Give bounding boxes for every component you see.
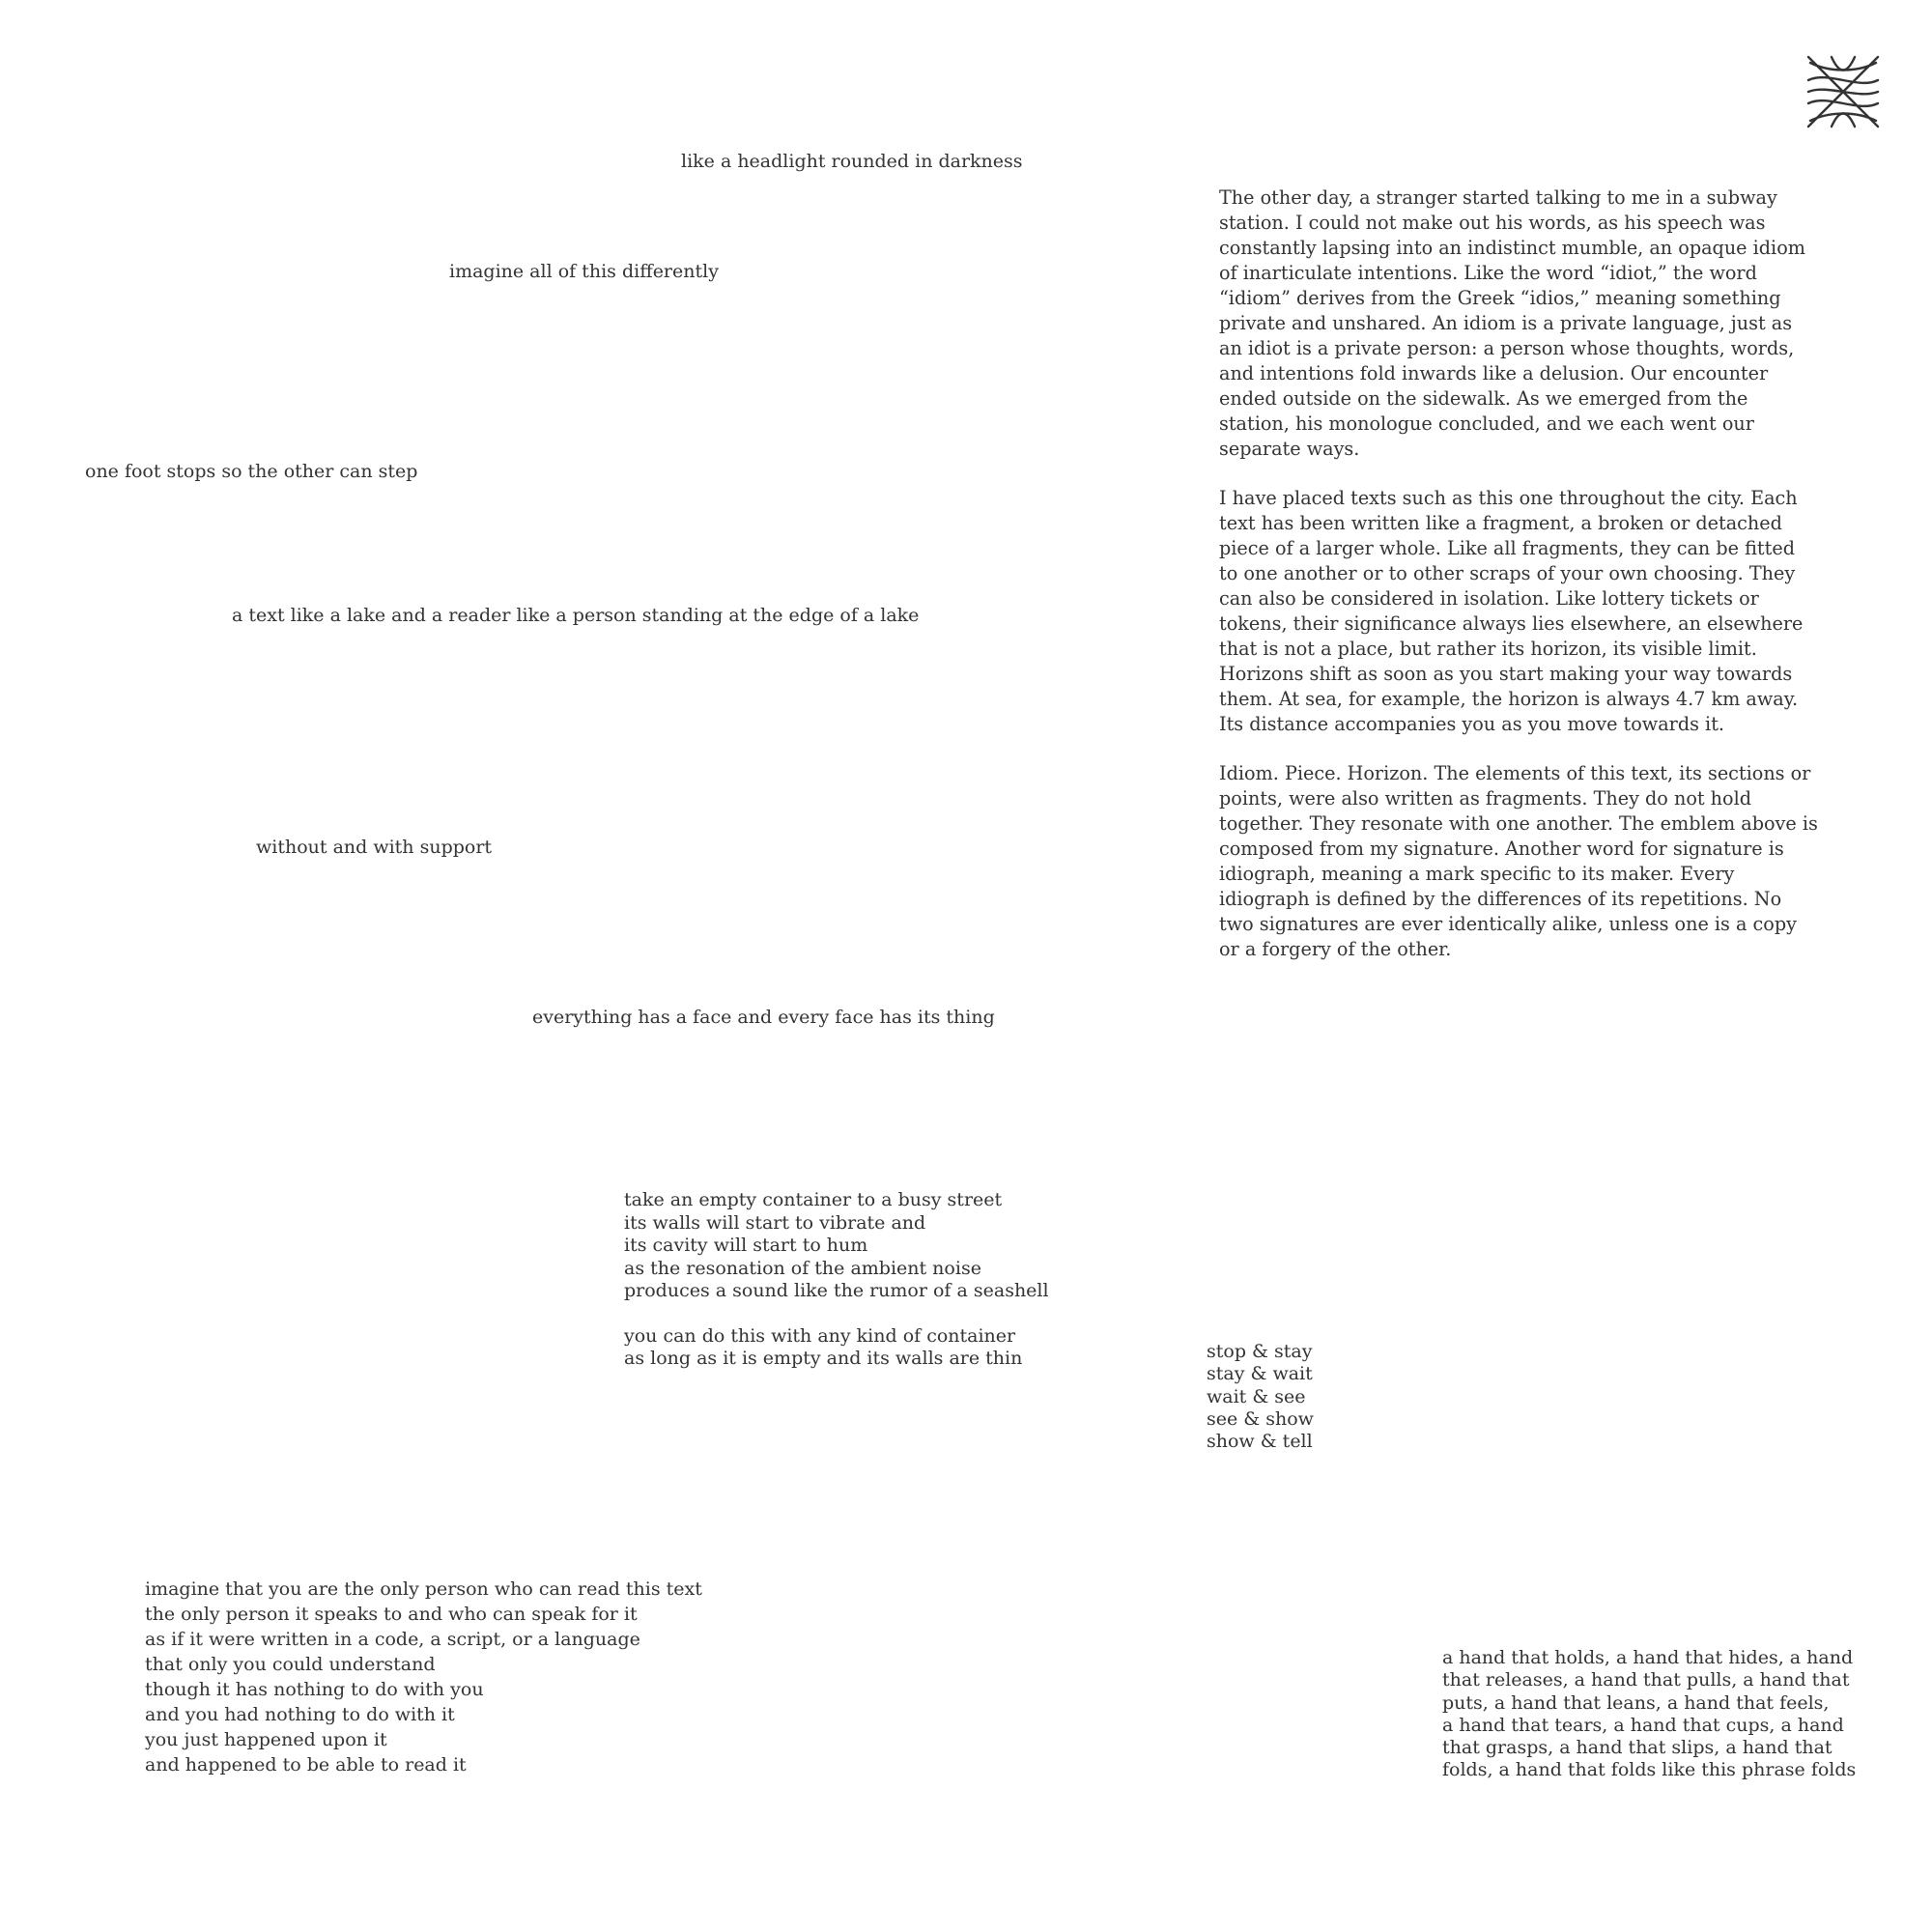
poem-line: as if it were written in a code, a script, or a language	[145, 1629, 640, 1650]
poem-line: as long as it is empty and its walls are thin	[624, 1348, 1023, 1369]
fragment-face: everything has a face and every face has its thing	[532, 1007, 995, 1028]
poem-line: you can do this with any kind of container	[624, 1324, 1016, 1347]
poem-line: folds, a hand that folds like this phrase folds	[1442, 1759, 1857, 1781]
fragment-support: without and with support	[256, 837, 493, 858]
poem-line: that releases, a hand that pulls, a hand that	[1442, 1669, 1850, 1691]
poem-line: that only you could understand	[145, 1654, 436, 1675]
essay-paragraph-fragments: I have placed texts such as this one throughout the city. Each text has been written like a fragment, a broken or detached piece of a larger whole. Like all fragments, they can be fitted to one another or to other scraps of your own choosing. They can also be considered in isolation. Like lottery tickets or tokens, their significance always lies elsewhere, an elsewhere that is not a place, but rather its horizon, its visible limit. Horizons shift as soon as you start making your way towards them. At sea, for example, the horizon is always 4.7 km away. Its distance accompanies you as you move towards it.	[1219, 487, 1804, 735]
stop-stay-poem	[1207, 1341, 1314, 1453]
hand-poem	[1442, 1647, 1856, 1782]
essay-paragraph-idiom: The other day, a stranger started talking to me in a subway station. I could not make out his words, as his speech was constantly lapsing into an indistinct mumble, an opaque idiom of inarticulate intentions. Like the word “idiot,” the word “idiom” derives from the Greek “idios,” meaning something private and unshared. An idiom is a private language, just as an idiot is a private person: a person whose thoughts, words, and intentions fold inwards like a delusion. Our encounter ended outside on the sidewalk. As we emerged from the station, his monologue concluded, and we each went our separate ways.	[1219, 186, 1805, 460]
poem-line: take an empty container to a busy street	[624, 1189, 1003, 1210]
poem-line: wait & see	[1207, 1385, 1306, 1407]
container-poem	[624, 1189, 1049, 1371]
fragment-one-foot: one foot stops so the other can step	[85, 461, 418, 482]
signature-emblem-icon	[1804, 53, 1882, 130]
fragment-imagine-differently: imagine all of this differently	[449, 261, 719, 282]
poem-line: you just happened upon it	[145, 1729, 387, 1750]
fragment-headlight: like a headlight rounded in darkness	[681, 151, 1023, 172]
poem-line: show & tell	[1207, 1431, 1313, 1453]
poem-line: produces a sound like the rumor of a seashell	[624, 1280, 1049, 1301]
stanza-break	[624, 1303, 1049, 1325]
poem-line: as the resonation of the ambient noise	[624, 1257, 981, 1279]
imagine-poem	[145, 1577, 702, 1777]
poem-line: imagine that you are the only person who can read this text	[145, 1578, 702, 1600]
poem-line: though it has nothing to do with you	[145, 1679, 484, 1700]
poem-line: see & show	[1207, 1407, 1314, 1430]
poem-line: puts, a hand that leans, a hand that feels,	[1442, 1691, 1830, 1714]
poem-line: the only person it speaks to and who can speak for it	[145, 1604, 638, 1625]
poem-line: and you had nothing to do with it	[145, 1704, 455, 1725]
poem-line: a hand that tears, a hand that cups, a hand	[1442, 1714, 1844, 1736]
poem-line: stop & stay	[1207, 1341, 1313, 1362]
poem-line: its walls will start to vibrate and	[624, 1211, 926, 1234]
poem-line: that grasps, a hand that slips, a hand that	[1442, 1737, 1833, 1759]
fragment-lake: a text like a lake and a reader like a person standing at the edge of a lake	[232, 605, 920, 626]
poem-line: its cavity will start to hum	[624, 1235, 868, 1256]
poem-line: and happened to be able to read it	[145, 1754, 467, 1776]
poem-line: stay & wait	[1207, 1363, 1313, 1385]
poem-line: a hand that holds, a hand that hides, a hand	[1442, 1647, 1854, 1668]
essay-paragraph-horizon: Idiom. Piece. Horizon. The elements of this text, its sections or points, were also written as fragments. They do not hold together. They resonate with one another. The emblem above is composed from my signature. Another word for signature is idiograph, meaning a mark specific to its maker. Every idiograph is defined by the differences of its repetitions. No two signatures are ever identically alike, unless one is a copy or a forgery of the other.	[1219, 762, 1818, 960]
